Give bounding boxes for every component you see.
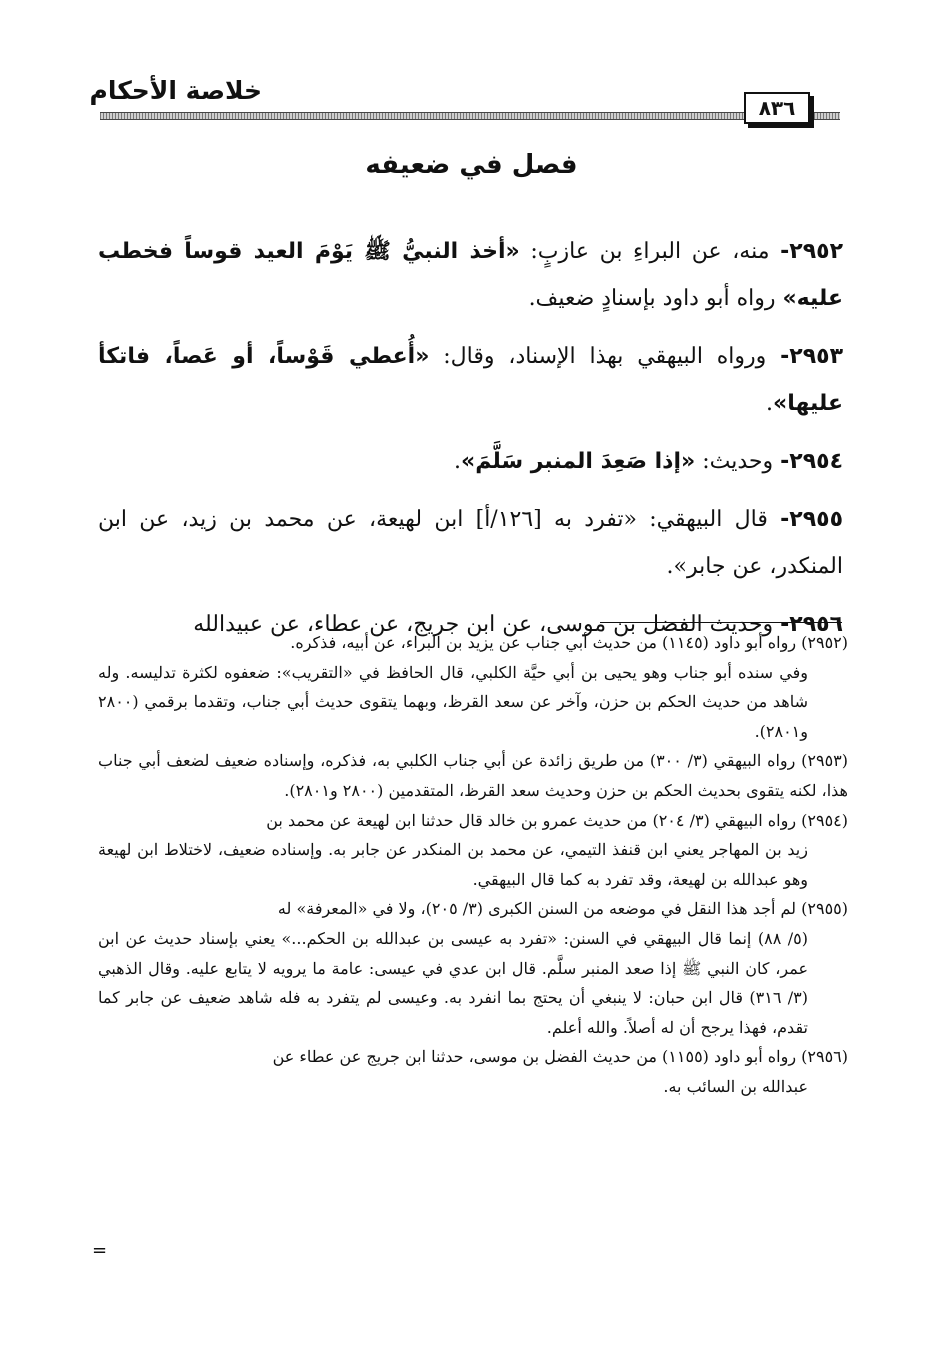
footnote-2952 bbox=[98, 628, 848, 746]
entry-2955 bbox=[98, 496, 843, 590]
footnote-number: (٢٩٥٥) bbox=[801, 899, 848, 919]
continuation-mark: = bbox=[92, 1240, 108, 1261]
header-rule bbox=[100, 112, 840, 120]
entry-2952 bbox=[98, 228, 843, 322]
entry-text-end: . bbox=[766, 391, 773, 416]
footnote-number: (٢٩٥٤) bbox=[801, 810, 848, 830]
entry-2953 bbox=[98, 333, 843, 427]
hadith-quote: «إذا صَعِدَ المنبر سَلَّمَ» bbox=[461, 449, 696, 474]
footnote-continuation: (٥/ ٨٨) إنما قال البيهقي في السنن: «تفرد به عيسى بن عبدالله بن الحكم...» يعني بإسناد حديث عن ابن عمر، كان النبي ﷺ إذا صعد المنبر سلَّم. قال ابن عدي في عيسى: عامة ما يرويه لا يتابع عليه. وقال الذهبي (٣/ ٣١٦) قال ابن حبان: لا ينبغي أن يحتج بما انفرد به. وعيسى لم يتفرد به فله شاهد ضعيف عن جابر كما تقدم، فهذا يرجح أن له أصلاً. والله أعلم. bbox=[98, 928, 808, 1037]
footnote-text: لم أجد هذا النقل في موضعه من السنن الكبرى (٣/ ٢٠٥)، ولا في «المعرفة» له bbox=[277, 899, 802, 919]
entry-text: منه، عن البراءِ بن عازبٍ: bbox=[519, 239, 781, 264]
entry-text: وحديث الفضل بن موسى، عن ابن جريج، عن عطاء، عن عبيدالله bbox=[193, 612, 781, 637]
footnote-continuation: وفي سنده أبو جناب وهو يحيى بن أبي حيَّة الكلبي، قال الحافظ في «التقريب»: ضعفوه لكثرة تدليسه. وله شاهد من حديث الحكم بن حزن، وآخر عن سعد القرظ، وبهما يتقوى حديث أبي جناب، وتقدما برقمي (٢٨٠٠ و٢٨٠١). bbox=[98, 662, 809, 741]
footnote-2953 bbox=[98, 746, 848, 805]
section-title: فصل في ضعيفه bbox=[365, 150, 578, 180]
page-header bbox=[89, 72, 840, 132]
entry-text: ورواه البيهقي بهذا الإسناد، وقال: bbox=[429, 344, 781, 369]
running-title: خلاصة الأحكام bbox=[89, 76, 262, 105]
footnote-2955 bbox=[98, 894, 848, 1042]
entry-number: ٢٩٥٢- bbox=[780, 239, 843, 264]
entry-number: ٢٩٥٣- bbox=[780, 344, 843, 369]
entry-number: ٢٩٥٤- bbox=[780, 449, 843, 474]
hadith-quote: «أخذ النبيُّ ﷺ يَوْمَ العيد قوساً فخطب عليه» bbox=[98, 239, 843, 311]
footnote-divider bbox=[600, 622, 842, 623]
entry-number: ٢٩٥٥- bbox=[780, 507, 843, 532]
footnote-2954 bbox=[98, 806, 848, 895]
footnote-continuation: زيد بن المهاجر يعني ابن قنفذ التيمي، عن محمد بن المنكدر عن جابر به. وإسناده ضعيف، لاختلاط ابن لهيعة وهو عبدالله بن لهيعة، وقد تفرد به كما قال البيهقي. bbox=[98, 840, 808, 889]
footnote-text: رواه البيهقي (٣/ ٣٠٠) من طريق زائدة عن أبي جناب الكلبي به، فذكره، وإسناده ضعيف لضعف أبي جناب هذا، لكنه يتقوى بحديث الحكم بن حزن وحديث سعد القرظ، المتقدمين (٢٨٠٠ و٢٨٠١). bbox=[98, 751, 848, 800]
footnote-2956 bbox=[98, 1042, 848, 1101]
entry-text-end: رواه أبو داود بإسنادٍ ضعيف. bbox=[528, 286, 783, 311]
footnote-text: رواه البيهقي (٣/ ٢٠٤) من حديث عمرو بن خالد قال حدثنا ابن لهيعة عن محمد بن bbox=[266, 810, 802, 830]
footnote-continuation: عبدالله بن السائب به. bbox=[663, 1076, 808, 1096]
page-number: ٨٣٦ bbox=[744, 92, 810, 124]
footnotes bbox=[98, 628, 848, 1102]
entry-text: قال البيهقي: «تفرد به [١٢٦/أ] ابن لهيعة، عن محمد بن زيد، عن ابن المنكدر، عن جابر». bbox=[98, 507, 843, 579]
footnote-number: (٢٩٥٦) bbox=[801, 1047, 848, 1067]
entry-2954 bbox=[98, 438, 843, 485]
main-text bbox=[98, 228, 843, 659]
entry-text: وحديث: bbox=[695, 449, 781, 474]
footnote-text: رواه أبو داود (١١٥٥) من حديث الفضل بن موسى، حدثنا ابن جريج عن عطاء عن bbox=[272, 1047, 802, 1067]
hadith-quote: «أُعطي قَوْساً، أو عَصاً، فاتكأ عليها» bbox=[98, 344, 843, 416]
footnote-text: رواه أبو داود (١١٤٥) من حديث أبي جناب عن يزيد بن البراء، عن أبيه، فذكره. bbox=[290, 633, 802, 652]
entry-text-end: . bbox=[454, 449, 461, 474]
entry-number: ٢٩٥٦- bbox=[780, 612, 843, 637]
footnote-number: (٢٩٥٣) bbox=[801, 751, 848, 771]
footnote-number: (٢٩٥٢) bbox=[801, 633, 848, 652]
